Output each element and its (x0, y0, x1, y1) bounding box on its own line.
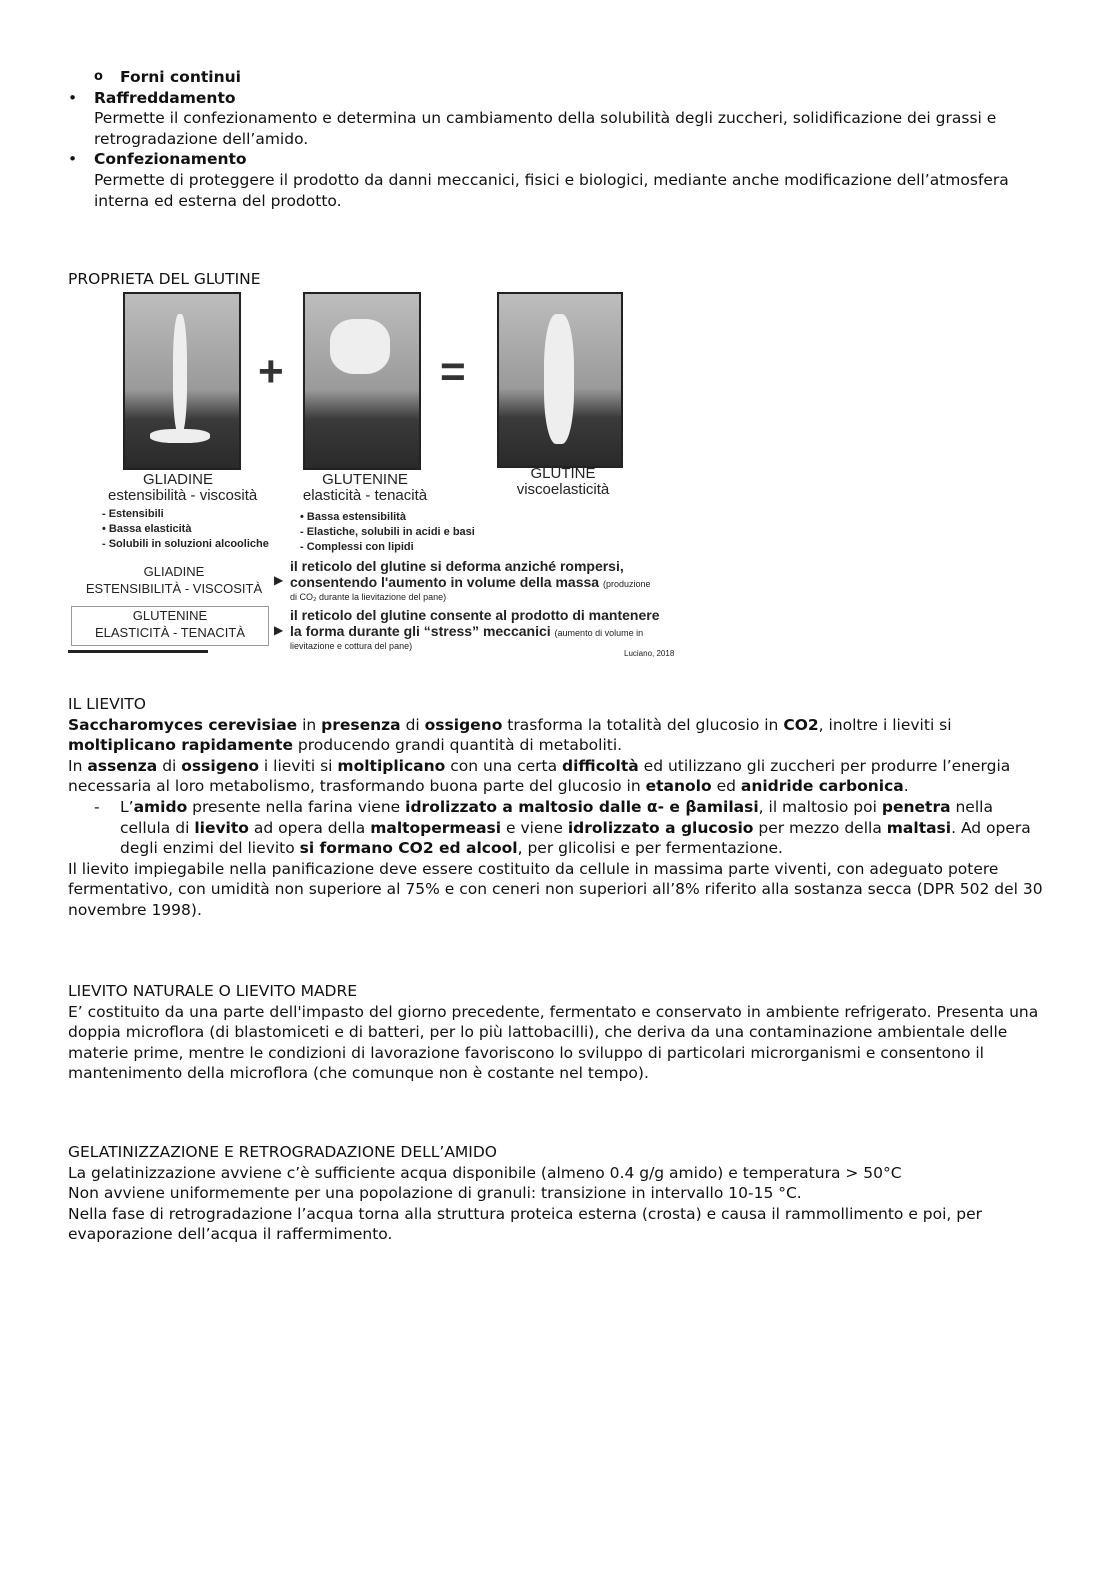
lievito-paragraph-1 (68, 715, 1048, 756)
gliadine-caption: GLIADINE estensibilità - viscosità (108, 471, 258, 504)
gliadine-points: - Estensibili • Bassa elasticità - Solubili in soluzioni alcooliche (102, 508, 269, 550)
text-run: , per glicolisi e per fermentazione. (517, 839, 783, 858)
text-run: in (297, 715, 322, 734)
arrow-icon: ▶ (274, 623, 284, 637)
glutine-photo (497, 292, 623, 468)
text-run: L’ (120, 797, 134, 816)
text-run: idrolizzato a maltosio dalle α- e βamilasi (405, 797, 759, 816)
amido-line: Non avviene uniformemente per una popolazione di granuli: transizione in intervallo 10-15 °C. (68, 1184, 802, 1203)
dash-list-item (68, 797, 1048, 859)
madre-section (68, 981, 1048, 1084)
text-run: , il maltosio poi (758, 797, 882, 816)
row2-text: il reticolo del glutine consente al prodotto di mantenere la forma durante gli “stress” meccanici (aumento di volume in lievitazione e cottura del pane) (290, 607, 660, 651)
section-heading: PROPRIETA DEL GLUTINE (68, 270, 261, 288)
list-item: • Raffreddamento Permette il confezionamento e determina un cambiamento della solubilità degli zuccheri, solidificazione dei grassi e retrogradazione dell’amido. (68, 88, 997, 148)
text-run: di (157, 756, 182, 775)
text-run: penetra (881, 797, 951, 816)
arrow-icon: ▶ (274, 573, 284, 587)
text-run: i lieviti si (259, 756, 338, 775)
section-heading: IL LIEVITO (68, 695, 146, 713)
text-run: . (903, 777, 909, 796)
bullet-icon: • (68, 88, 78, 107)
text-run: In (68, 756, 88, 775)
text-run: maltasi (886, 818, 952, 837)
text-run: ed (711, 777, 741, 796)
lievito-paragraph-dpr: Il lievito impiegabile nella panificazione deve essere costituito da cellule in massima parte viventi, con adeguato potere fermentativo, con umidità non superiore al 75% e con ceneri non superiori all’8% riferito alla sostanza secca (DPR 502 del 30 novembre 1998). (68, 859, 1043, 919)
row1-label: GLIADINE ESTENSIBILITÀ - VISCOSITÀ (85, 564, 263, 596)
text-run: assenza (87, 756, 158, 775)
text-run: ossigeno (424, 715, 503, 734)
sub-bullet-item: o Forni continui (94, 68, 241, 86)
text-run: presente nella farina viene (187, 797, 406, 816)
text-run: si formano CO2 ed alcool (299, 839, 518, 858)
section-heading: GELATINIZZAZIONE E RETROGRADAZIONE DELL’AMIDO (68, 1143, 498, 1161)
divider (68, 650, 208, 653)
text-run: difficoltà (562, 756, 639, 775)
text-run: trasforma la totalità del glucosio in (502, 715, 784, 734)
glutenine-photo (303, 292, 421, 470)
top-list (68, 67, 1048, 211)
text-run: di (400, 715, 425, 734)
text-run: Saccharomyces cerevisiae (68, 715, 298, 734)
equals-icon: = (440, 347, 466, 396)
bullet-icon: • (68, 150, 78, 169)
text-run: lievito (194, 818, 249, 837)
text-run: . Ad opera degli enzimi del lievito (120, 818, 1031, 858)
text-run: anidride carbonica (740, 777, 904, 796)
glutenine-points: • Bassa estensibilità - Elastiche, solubili in acidi e basi - Complessi con lipidi (300, 511, 475, 553)
amido-line: Nella fase di retrogradazione l’acqua torna alla struttura proteica esterna (crosta) e causa il rammollimento e poi, per evaporazione dell’acqua il raffermimento. (68, 1204, 983, 1244)
madre-paragraph: E’ costituito da una parte dell'impasto del giorno precedente, fermentato e conservato in ambiente refrigerato. Presenta una doppia microflora (di blastomiceti e di batteri, per lo più lattobacilli), che deriva da una contaminazione ambientale delle materie prime, mentre le condizioni di lavorazione favoriscono lo sviluppo di particolari microrganismi e consentono il mantenimento della microflora (che comunque non è costante nel tempo). (68, 1002, 1039, 1083)
row2-label: GLUTENINE ELASTICITÀ - TENACITÀ (71, 606, 269, 646)
text-run: ad opera della (248, 818, 371, 837)
amido-line: La gelatinizzazione avviene c’è sufficiente acqua disponibile (almeno 0.4 g/g amido) e temperatura > 50°C (68, 1163, 902, 1182)
lievito-paragraph-2 (68, 756, 1048, 797)
text-run: maltopermeasi (370, 818, 502, 837)
text-run: amido (133, 797, 188, 816)
text-run: nella cellula di (120, 797, 993, 837)
text-run: ed utilizzano gli zuccheri per produrre l’energia necessaria al loro metabolismo, trasformando buona parte del glucosio in (68, 756, 1011, 796)
glutine-caption: GLUTINE viscoelasticità (516, 465, 610, 498)
row1-text: il reticolo del glutine si deforma anziché rompersi, consentendo l'aumento in volume della massa (produzione di CO₂ durante la lievitazione del pane) (290, 558, 651, 602)
text-run: moltiplicano (337, 756, 446, 775)
figure-credit: Luciano, 2018 (624, 649, 675, 658)
glutenine-caption: GLUTENINE elasticità - tenacità (302, 471, 428, 504)
text-run: con una certa (445, 756, 563, 775)
text-run: producendo grandi quantità di metaboliti. (292, 736, 623, 755)
text-run: CO2 (783, 715, 819, 734)
text-run: ossigeno (181, 756, 259, 775)
gliadine-photo (123, 292, 241, 470)
text-run: e viene (501, 818, 568, 837)
gluten-figure (68, 290, 690, 658)
text-run: presenza (321, 715, 401, 734)
text-run: etanolo (645, 777, 712, 796)
circle-bullet-icon: o (94, 69, 103, 84)
text-run: moltiplicano rapidamente (68, 736, 293, 755)
lievito-section (68, 694, 1048, 921)
text-run: per mezzo della (753, 818, 887, 837)
dash-bullet: - (94, 797, 100, 816)
list-item: • Confezionamento Permette di proteggere il prodotto da danni meccanici, fisici e biologici, mediante anche modificazione dell’atmosfera interna ed esterna del prodotto. (68, 150, 1009, 210)
plus-icon: + (258, 347, 284, 396)
amido-section (68, 1142, 1058, 1245)
text-run: idrolizzato a glucosio (567, 818, 754, 837)
text-run: , inoltre i lieviti si (818, 715, 952, 734)
section-heading: LIEVITO NATURALE O LIEVITO MADRE (68, 982, 358, 1000)
